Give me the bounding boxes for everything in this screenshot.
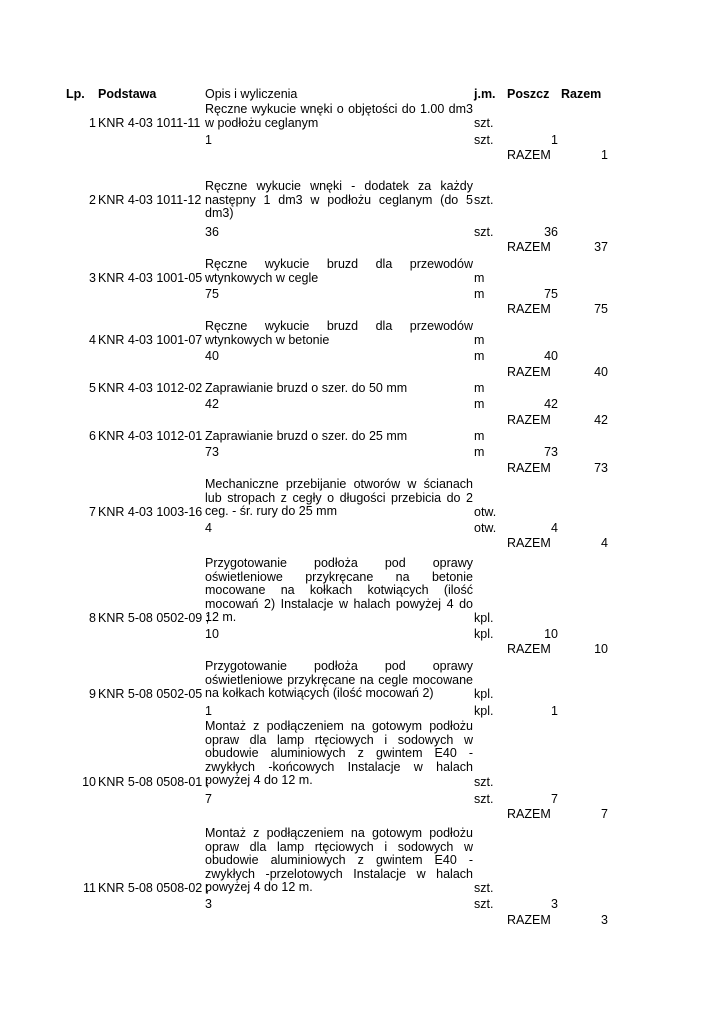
row-unit: szt. <box>474 116 494 130</box>
row-calc: 73 <box>205 445 219 459</box>
row-razem-label: RAZEM <box>507 461 551 475</box>
row-calc-unit: m <box>474 445 485 459</box>
row-base: KNR 5-08 0502-05 <box>98 687 203 701</box>
row-description: Ręczne wykucie bruzd dla przewodów wtynkowych w betonie <box>205 319 473 347</box>
row-calc-unit: szt. <box>474 792 494 806</box>
row-base: KNR 4-03 1001-05 <box>98 271 203 285</box>
row-qty: 10 <box>544 627 558 641</box>
row-calc: 75 <box>205 287 219 301</box>
row-description: Zaprawianie bruzd o szer. do 50 mm <box>205 381 408 395</box>
row-calc: 4 <box>205 521 212 535</box>
row-razem-label: RAZEM <box>507 536 551 550</box>
row-calc: 7 <box>205 792 212 806</box>
row-description: Mechaniczne przebijanie otworów w ścianach lub stropach z cegły o długości przebicia do 2 ceg. - śr. rury do 25 mm <box>205 477 473 518</box>
row-qty: 1 <box>551 704 558 718</box>
row-lp: 1 <box>89 116 96 130</box>
row-razem-value: 40 <box>594 365 608 379</box>
row-lp: 3 <box>89 271 96 285</box>
row-calc-unit: kpl. <box>474 704 494 718</box>
row-razem-value: 1 <box>601 148 608 162</box>
row-razem-label: RAZEM <box>507 148 551 162</box>
row-calc: 1 <box>205 133 212 147</box>
row-razem-value: 4 <box>601 536 608 550</box>
row-lp: 4 <box>89 333 96 347</box>
row-lp: 7 <box>89 505 96 519</box>
row-qty: 36 <box>544 225 558 239</box>
row-qty: 3 <box>551 897 558 911</box>
row-unit: kpl. <box>474 687 494 701</box>
row-description: Ręczne wykucie bruzd dla przewodów wtynkowych w cegle <box>205 257 473 285</box>
row-calc: 1 <box>205 704 212 718</box>
row-razem-value: 42 <box>594 413 608 427</box>
header-total: Razem <box>561 87 602 101</box>
row-razem-label: RAZEM <box>507 365 551 379</box>
row-calc-unit: szt. <box>474 133 494 147</box>
row-unit: szt. <box>474 881 494 895</box>
row-razem-label: RAZEM <box>507 642 551 656</box>
row-razem-value: 37 <box>594 240 608 254</box>
header-base: Podstawa <box>98 87 157 101</box>
row-unit: m <box>474 333 485 347</box>
row-base: KNR 4-03 1003-16 <box>98 505 203 519</box>
row-description: Ręczne wykucie wnęki o objętości do 1.00 dm3 w podłożu ceglanym <box>205 102 473 130</box>
row-base: KNR 5-08 0508-01 ; <box>98 775 210 789</box>
row-razem-label: RAZEM <box>507 807 551 821</box>
row-razem-value: 7 <box>601 807 608 821</box>
row-qty: 73 <box>544 445 558 459</box>
row-razem-label: RAZEM <box>507 913 551 927</box>
row-unit: kpl. <box>474 611 494 625</box>
row-description: Przygotowanie podłoża pod oprawy oświetleniowe przykręcane na betonie mocowane na kołkach kotwiących (ilość mocowań 2) Instalacje w halach powyżej 4 do 12 m. <box>205 556 473 624</box>
row-unit: szt. <box>474 775 494 789</box>
row-calc: 42 <box>205 397 219 411</box>
row-lp: 2 <box>89 193 96 207</box>
row-description: Montaż z podłączeniem na gotowym podłożu opraw dla lamp rtęciowych i sodowych w obudowie aluminiowych z gwintem E40 -zwykłych -końcowych Instalacje w halach powyżej 4 do 12 m. <box>205 719 473 787</box>
header-qty: Poszcz <box>507 87 550 101</box>
row-razem-label: RAZEM <box>507 240 551 254</box>
row-calc-unit: kpl. <box>474 627 494 641</box>
row-lp: 10 <box>82 775 96 789</box>
row-calc-unit: m <box>474 349 485 363</box>
row-qty: 4 <box>551 521 558 535</box>
row-description: Zaprawianie bruzd o szer. do 25 mm <box>205 429 408 443</box>
row-calc-unit: szt. <box>474 897 494 911</box>
row-base: KNR 4-03 1012-01 <box>98 429 203 443</box>
row-unit: m <box>474 271 485 285</box>
row-lp: 9 <box>89 687 96 701</box>
row-unit: otw. <box>474 505 497 519</box>
row-calc-unit: otw. <box>474 521 497 535</box>
row-base: KNR 4-03 1001-07 <box>98 333 203 347</box>
row-base: KNR 5-08 0508-02 ; <box>98 881 210 895</box>
header-desc: Opis i wyliczenia <box>205 87 298 101</box>
row-lp: 8 <box>89 611 96 625</box>
row-description: Ręczne wykucie wnęki - dodatek za każdy następny 1 dm3 w podłożu ceglanym (do 5 dm3) <box>205 179 473 220</box>
row-calc: 40 <box>205 349 219 363</box>
header-unit: j.m. <box>474 87 496 101</box>
row-qty: 42 <box>544 397 558 411</box>
row-lp: 5 <box>89 381 96 395</box>
row-calc: 36 <box>205 225 219 239</box>
row-base: KNR 4-03 1011-11 <box>98 116 201 130</box>
row-qty: 40 <box>544 349 558 363</box>
row-calc: 10 <box>205 627 219 641</box>
row-description: Montaż z podłączeniem na gotowym podłożu opraw dla lamp rtęciowych i sodowych w obudowie aluminiowych z gwintem E40 -zwykłych -przelotowych Instalacje w halach powyżej 4 do 12 m. <box>205 826 473 894</box>
row-qty: 75 <box>544 287 558 301</box>
row-qty: 1 <box>551 133 558 147</box>
row-razem-label: RAZEM <box>507 413 551 427</box>
row-base: KNR 4-03 1012-02 <box>98 381 203 395</box>
row-unit: szt. <box>474 193 494 207</box>
row-base: KNR 4-03 1011-12 <box>98 193 202 207</box>
row-lp: 11 <box>83 881 96 895</box>
row-calc-unit: m <box>474 397 485 411</box>
row-unit: m <box>474 429 485 443</box>
row-calc-unit: m <box>474 287 485 301</box>
row-calc-unit: szt. <box>474 225 494 239</box>
row-lp: 6 <box>89 429 96 443</box>
row-razem-value: 10 <box>594 642 608 656</box>
row-calc: 3 <box>205 897 212 911</box>
row-unit: m <box>474 381 485 395</box>
row-description: Przygotowanie podłoża pod oprawy oświetleniowe przykręcane na cegle mocowane na kołkach kotwiących (ilość mocowań 2) <box>205 659 473 700</box>
row-razem-value: 73 <box>594 461 608 475</box>
row-razem-value: 75 <box>594 302 608 316</box>
row-base: KNR 5-08 0502-09 ; <box>98 611 210 625</box>
row-razem-label: RAZEM <box>507 302 551 316</box>
row-qty: 7 <box>551 792 558 806</box>
header-lp: Lp. <box>66 87 85 101</box>
row-razem-value: 3 <box>601 913 608 927</box>
